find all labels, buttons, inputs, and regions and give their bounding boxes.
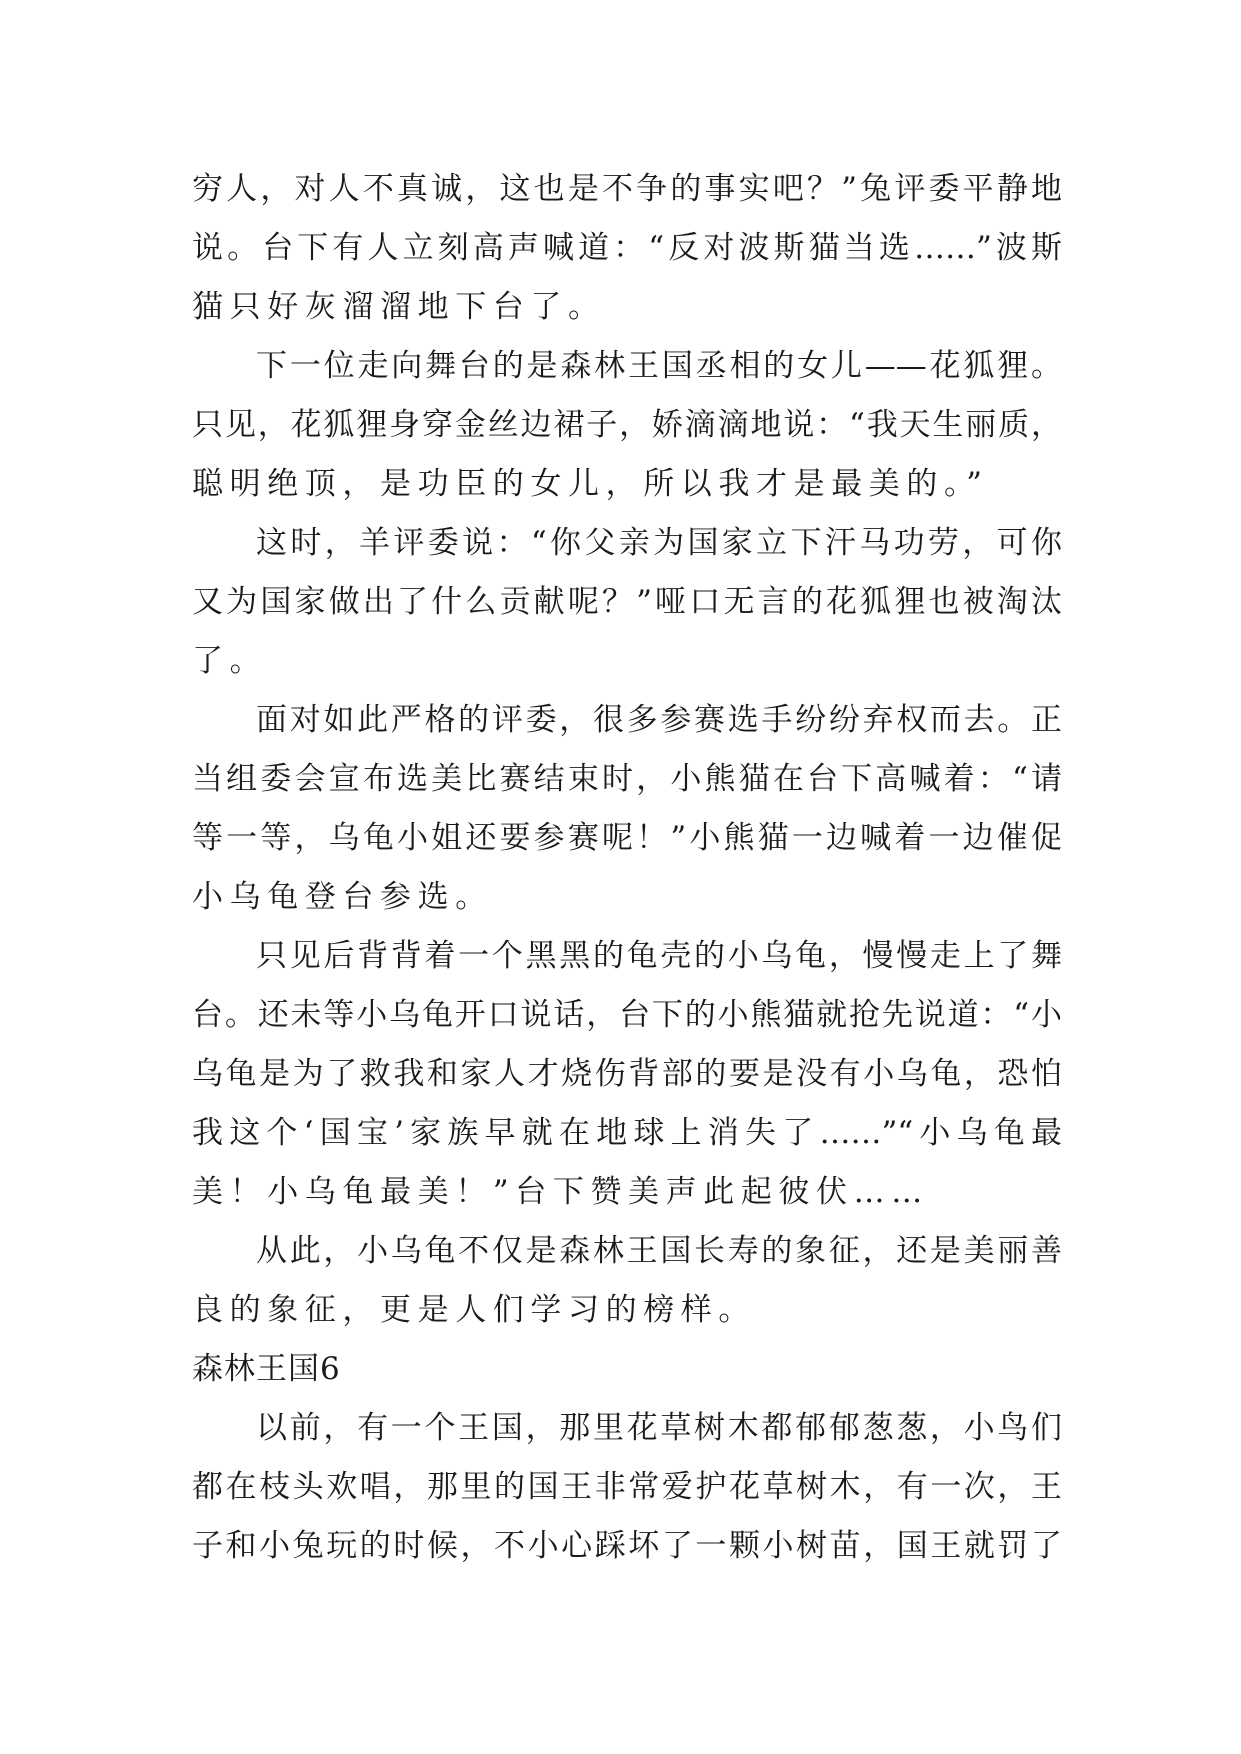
text-line: 当组委会宣布选美比赛结束时，小熊猫在台下高喊着：“请 <box>192 761 1062 797</box>
section-heading: 森林王国6 <box>192 1351 341 1387</box>
text-line: 穷人，对人不真诚，这也是不争的事实吧？”兔评委平静地 <box>192 171 1062 207</box>
text-line: 小乌龟登台参选。 <box>192 879 493 915</box>
text-line: 等一等，乌龟小姐还要参赛呢！”小熊猫一边喊着一边催促 <box>192 820 1062 856</box>
text-line: 聪明绝顶，是功臣的女儿，所以我才是最美的。” <box>192 466 989 502</box>
text-line: 子和小兔玩的时候，不小心踩坏了一颗小树苗，国王就罚了 <box>192 1528 1062 1564</box>
paragraph-first-line: 只见后背背着一个黑黑的龟壳的小乌龟，慢慢走上了舞 <box>256 938 1062 974</box>
text-line: 都在枝头欢唱，那里的国王非常爱护花草树木，有一次，王 <box>192 1469 1062 1505</box>
text-line: 猫只好灰溜溜地下台了。 <box>192 289 606 325</box>
paragraph-first-line: 这时，羊评委说：“你父亲为国家立下汗马功劳，可你 <box>256 525 1062 561</box>
paragraph-first-line: 面对如此严格的评委，很多参赛选手纷纷弃权而去。正 <box>256 702 1062 738</box>
text-line: 我这个‘国宝’家族早就在地球上消失了……”“小乌龟最 <box>192 1115 1062 1151</box>
text-line: 说。台下有人立刻高声喊道：“反对波斯猫当选……”波斯 <box>192 230 1062 266</box>
text-line: 良的象征，更是人们学习的榜样。 <box>192 1292 756 1328</box>
text-line: 台。还未等小乌龟开口说话，台下的小熊猫就抢先说道：“小 <box>192 997 1062 1033</box>
text-line: 乌龟是为了救我和家人才烧伤背部的要是没有小乌龟，恐怕 <box>192 1056 1062 1092</box>
document-page <box>192 160 1062 1576</box>
text-line: 只见，花狐狸身穿金丝边裙子，娇滴滴地说：“我天生丽质， <box>192 407 1062 443</box>
paragraph-first-line: 从此，小乌龟不仅是森林王国长寿的象征，还是美丽善 <box>256 1233 1062 1269</box>
paragraph-first-line: 以前，有一个王国，那里花草树木都郁郁葱葱，小鸟们 <box>256 1410 1062 1446</box>
paragraph-first-line: 下一位走向舞台的是森林王国丞相的女儿——花狐狸。 <box>256 348 1062 384</box>
text-line: 又为国家做出了什么贡献呢？”哑口无言的花狐狸也被淘汰 <box>192 584 1062 620</box>
text-line: 美！小乌龟最美！”台下赞美声此起彼伏…… <box>192 1174 929 1210</box>
text-line: 了。 <box>192 643 268 679</box>
